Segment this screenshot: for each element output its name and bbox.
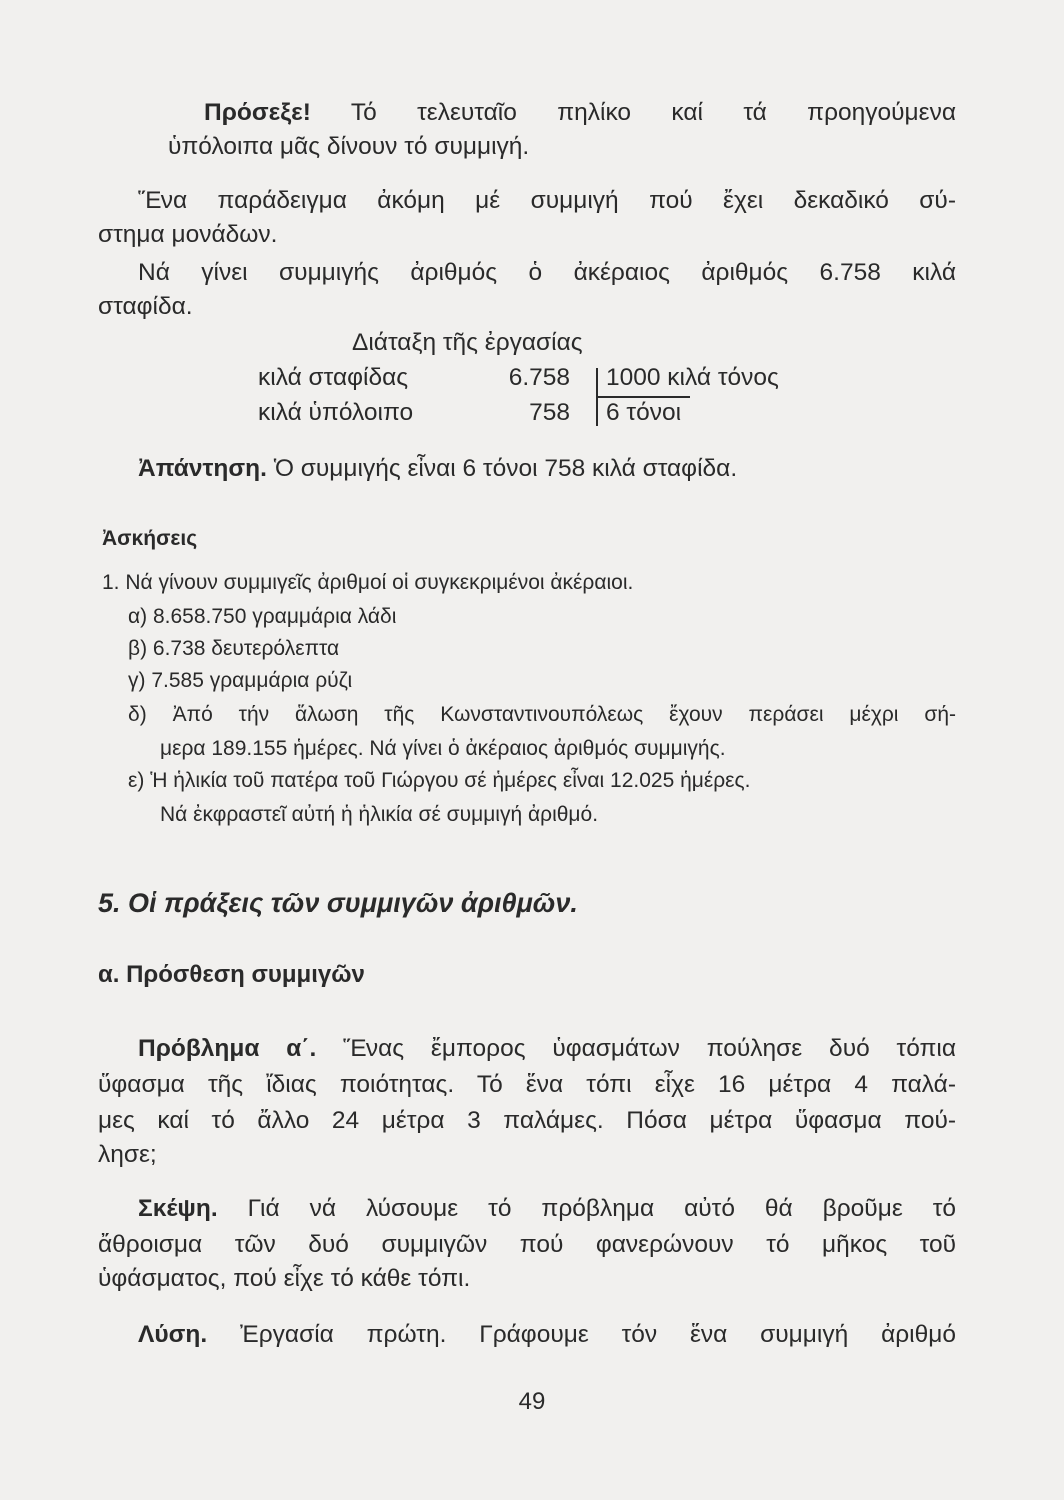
solution-text: Ἐργασία πρώτη. Γράφουμε τόν ἕνα συμμιγή ἀριθμό (239, 1321, 956, 1348)
thought-text: Γιά νά λύσουμε τό πρόβλημα αὐτό θά βροῦμε τό (247, 1195, 956, 1222)
answer-text: Ὁ συμμιγής εἶναι 6 τόνοι 758 κιλά σταφίδα. (273, 455, 738, 482)
exercise-1: 1. Νά γίνουν συμμιγεῖς ἀριθμοί οἱ συγκεκριμένοι ἀκέραιοι. (102, 571, 634, 594)
division-row2-label: κιλά ὑπόλοιπο (258, 399, 414, 426)
example-line-1: Ἕνα παράδειγμα ἀκόμη μέ συμμιγή πού ἔχει δεκαδικό σύ- (138, 187, 956, 214)
intro-line-1 (204, 96, 956, 130)
warning-label: Πρόσεξε! (204, 99, 311, 126)
thought-line-2: ἄθροισμα τῶν δυό συμμιγῶν πού φανερώνουν τό μῆκος τοῦ (98, 1231, 956, 1258)
division-horizontal-rule (596, 396, 690, 398)
exercise-1e-line1: ε) Ἡ ἡλικία τοῦ πατέρα τοῦ Γιώργου σέ ἡμέρες εἶναι 12.025 ἡμέρες. (128, 769, 751, 792)
exercise-1e-line2: Νά ἐκφραστεῖ αὐτή ἡ ἡλικία σέ συμμιγή ἀριθμό. (160, 803, 599, 826)
problem-text: Ἕνας ἔμπορος ὑφασμάτων πούλησε δυό τόπια (343, 1035, 957, 1062)
problem-line-1 (138, 1032, 956, 1066)
problem-line-3: μες καί τό ἄλλο 24 μέτρα 3 παλάμες. Πόσα μέτρα ὕφασμα πού- (98, 1107, 956, 1134)
division-row1-label: κιλά σταφίδας (258, 364, 409, 391)
thought-line-1 (138, 1192, 956, 1226)
thought-label: Σκέψη. (138, 1195, 218, 1222)
section-heading: 5. Οἱ πράξεις τῶν συμμιγῶν ἀριθμῶν. (98, 888, 578, 918)
example-line-4: σταφίδα. (98, 293, 193, 320)
problem-label: Πρόβλημα α΄. (138, 1035, 317, 1062)
problem-line-2: ὕφασμα τῆς ἴδιας ποιότητας. Τό ἕνα τόπι εἶχε 16 μέτρα 4 παλά- (98, 1071, 956, 1098)
section-subheading: α. Πρόσθεση συμμιγῶν (98, 961, 365, 988)
answer-line (138, 452, 996, 486)
exercise-1d-line2: μερα 189.155 ἡμέρες. Νά γίνει ὁ ἀκέραιος ἀριθμός συμμιγής. (160, 737, 726, 760)
division-title: Διάταξη τῆς ἐργασίας (352, 329, 583, 356)
solution-label: Λύση. (138, 1321, 208, 1348)
division-dividend: 6.758 (508, 364, 570, 391)
example-line-2: στημα μονάδων. (98, 221, 278, 248)
solution-line-1 (138, 1318, 956, 1352)
intro-line-2: ὑπόλοιπα μᾶς δίνουν τό συμμιγή. (168, 133, 530, 160)
problem-line-4: λησε; (98, 1141, 157, 1168)
answer-label: Ἀπάντηση. (138, 455, 267, 482)
exercise-1b: β) 6.738 δευτερόλεπτα (128, 637, 340, 660)
page-number: 49 (518, 1388, 546, 1415)
division-remainder: 758 (529, 399, 570, 426)
exercises-title: Ἀσκήσεις (102, 527, 198, 550)
exercise-1a: α) 8.658.750 γραμμάρια λάδι (128, 605, 397, 628)
intro-text: Τό τελευταῖο πηλίκο καί τά προηγούμενα (350, 99, 956, 126)
thought-line-3: ὑφάσματος, πού εἶχε τό κάθε τόπι. (98, 1265, 471, 1292)
division-divisor: 1000 κιλά τόνος (606, 364, 779, 391)
exercise-1c: γ) 7.585 γραμμάρια ρύζι (128, 669, 353, 692)
exercise-1d-line1: δ) Ἀπό τήν ἅλωση τῆς Κωνσταντινουπόλεως ἔχουν περάσει μέχρι σή- (128, 703, 956, 726)
division-quotient: 6 τόνοι (606, 399, 682, 426)
example-line-3: Νά γίνει συμμιγής ἀριθμός ὁ ἀκέραιος ἀριθμός 6.758 κιλά (138, 259, 956, 286)
